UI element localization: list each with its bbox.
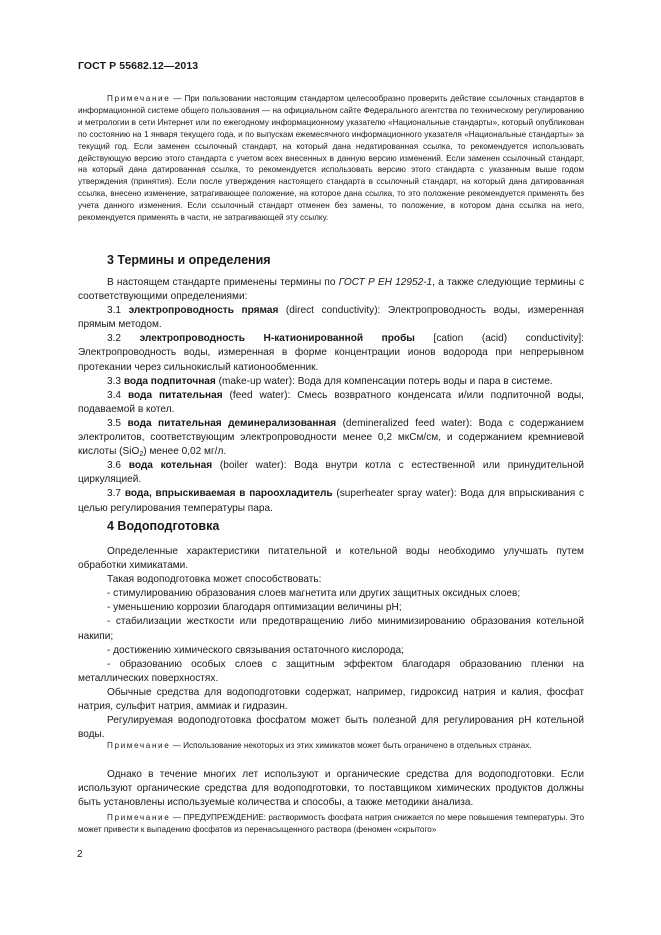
section-4-para-1: Определенные характеристики питательной и котельной воды необходимо улучшать путем обработки химикатами. — [78, 546, 584, 572]
term-3-6: 3.6 вода котельная (boiler water): Вода внутри котла с естественной или принудительной циркуляцией. — [78, 460, 585, 486]
note-label: Примечание — [107, 813, 171, 822]
section-4-para-2: Такая водоподготовка может способствовать: — [107, 574, 322, 586]
note-text: — ПРЕДУПРЕЖДЕНИЕ: растворимость фосфата натрия снижается по мере повышения температуры. Это может привести к выпадению фосфатов из перенасыщенного раствора (феномен «скрытого» — [78, 813, 584, 834]
list-item: - образованию особых слоев с защитным эффектом благодаря образованию пленки на металлических поверхностях. — [78, 658, 584, 684]
page-number: 2 — [77, 849, 83, 860]
section-4-para-5: Однако в течение многих лет используют и органические средства для водоподготовки. Если используют органические средства для водоподготовки, то поставщиком химических продуктов должны быть установлены используемые количества и способы, а также методики анализа. — [78, 769, 584, 809]
note-chemicals — [78, 740, 584, 752]
section-4-title: 4 Водоподготовка — [107, 519, 220, 533]
term-3-4: 3.4 вода питательная (feed water): Смесь возвратного конденсата и/или подпиточной воды, подаваемой в котел. — [78, 389, 584, 415]
term-3-7: 3.7 вода, впрыскиваемая в пароохладитель (superheater spray water): Вода для впрыскивания с целью регулирования температуры пара. — [78, 488, 584, 514]
note-text: — Использование некоторых из этих химикатов может быть ограничено в отдельных странах. — [170, 741, 532, 750]
term-3-5: 3.5 вода питательная деминерализованная (demineralized feed water): Вода с содержанием электролитов, соответствующим электропроводности менее 0,2 мкСм/см, и содержанием кремниевой кислоты (SiO$_2$) менее 0,02 мг/л. — [78, 417, 584, 459]
section-4-para-4: Регулируемая водоподготовка фосфатом может быть полезной для регулирования рН котельной воды. — [78, 715, 584, 741]
term-3-3: 3.3 вода подпиточная (make-up water): Вода для компенсации потерь воды и пара в системе. — [107, 375, 553, 387]
standard-reference: ГОСТ Р ЕН 12952-1 — [338, 277, 433, 288]
section-3-body — [78, 276, 584, 516]
document-header: ГОСТ Р 55682.12—2013 — [78, 60, 199, 72]
term-3-1: 3.1 электропроводность прямая (direct conductivity): Электропроводность воды, измеренная прямым методом. — [78, 305, 584, 331]
section-4-body — [78, 545, 584, 742]
note-label: Примечание — [107, 94, 171, 103]
list-item: - стабилизации жесткости или предотвращению либо минимизированию образования котельной накипи; — [78, 616, 584, 642]
note-references — [78, 93, 584, 224]
section-3-title: 3 Термины и определения — [107, 253, 271, 267]
section-3-intro: В настоящем стандарте применены термины по ГОСТ Р ЕН 12952-1, а также следующие термины с соответствующими определениями: — [78, 277, 584, 303]
note-label: Примечание — [107, 741, 171, 750]
section-4-para-3: Обычные средства для водоподготовки содержат, например, гидроксид натрия и калия, фосфат натрия, сульфит натрия, аммиак и гидразин. — [78, 686, 584, 713]
term-3-2: 3.2 электропроводность Н-катионированной пробы [cation (acid) conductivity]: Электропроводность воды, измеренная в форме концентрации ионов водорода при непрерывном протекании через сильнокислый катионообменник. — [78, 333, 584, 373]
list-item: - достижению химического связывания остаточного кислорода; — [107, 644, 404, 656]
note-text: — При пользовании настоящим стандартом целесообразно проверить действие ссылочных стандартов в информационной системе общего пользования — на официальном сайте Федерального агентства по техническому регулированию и метрологии в сети Интернет или по ежегодному информационному указателю «Национальные стандарты», который опубликован по состоянию на 1 января текущего года, и по выпускам ежемесячного информационного указателя «Национальные стандарты» за текущий год. Если заменен ссылочный стандарт, на который дана недатированная ссылка, то рекомендуется использовать действующую версию этого стандарта с учетом всех внесенных в данную версию изменений. Если заменен ссылочный стандарт, на который дана датированная ссылка, то рекомендуется использовать версию этого стандарта с указанным выше годом утверждения (принятия). Если после утверждения настоящего стандарта в ссылочный стандарт, на который дана датированная ссылка, внесено изменение, затрагивающее положение, на которое дана ссылка, то это положение рекомендуется применять без учета данного изменения. Если ссылочный стандарт отменен без замены, то положение, в котором дана ссылка на него, рекомендуется применять в части, не затрагивающей эту ссылку. — [78, 94, 584, 223]
note-warning — [78, 812, 584, 836]
list-item: - стимулированию образования слоев магнетита или других защитных оксидных слоев; — [107, 588, 521, 600]
list-item: - уменьшению коррозии благодаря оптимизации величины рН; — [107, 602, 402, 614]
